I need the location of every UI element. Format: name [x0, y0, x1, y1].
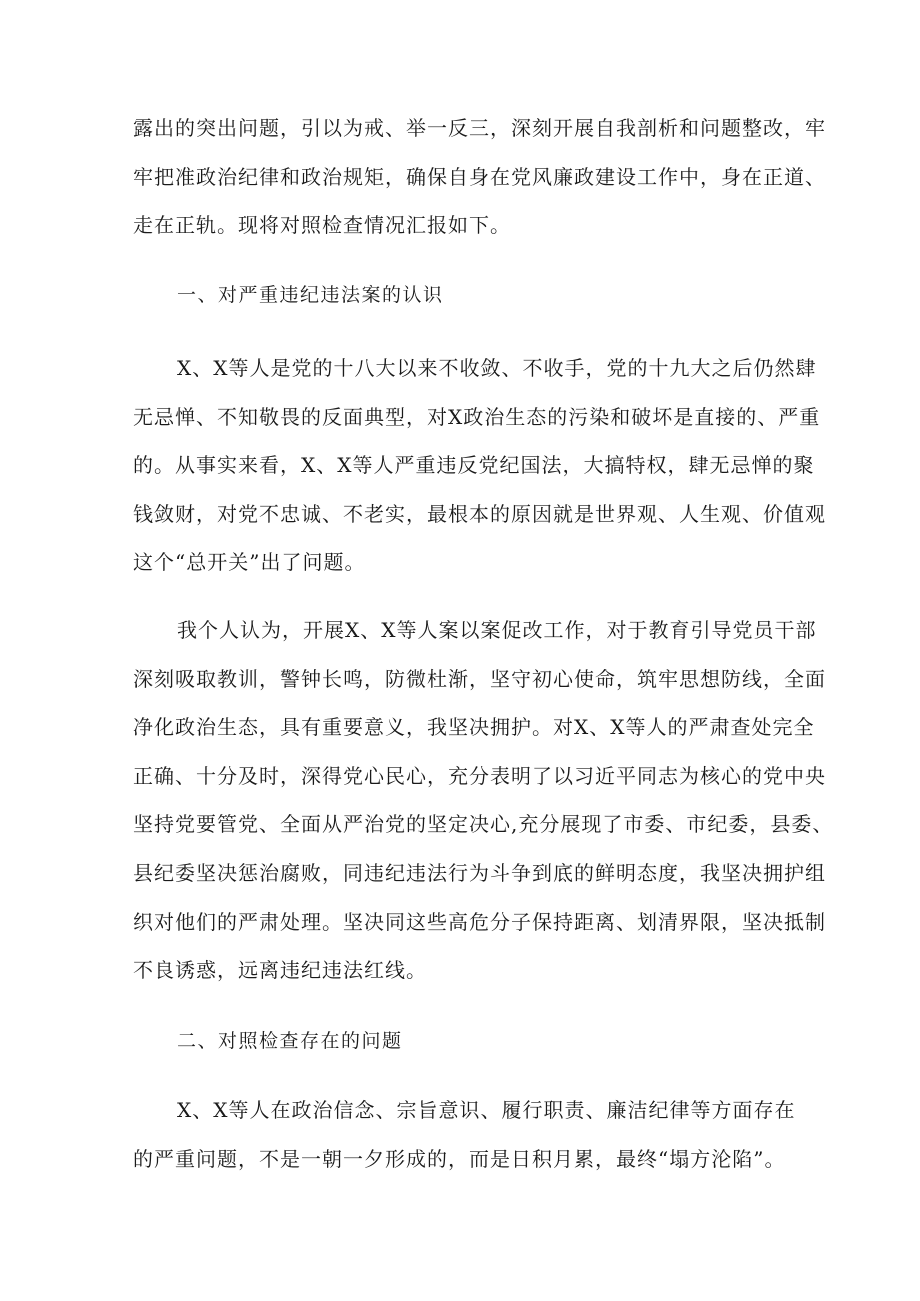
text-line: X、X等人是党的十八大以来不收敛、不收手，党的十九大之后仍然肆 — [177, 356, 817, 380]
text-line: 净化政治生态，具有重要意义，我坚决拥护。对X、X等人的严肃查处完全 — [133, 715, 815, 740]
section1-paragraph-1 — [133, 344, 826, 587]
section-heading-2: 二、对照检查存在的问题 — [177, 1030, 403, 1052]
text-line: 露出的突出问题，引以为戒、举一反三，深刻开展自我剖析和问题整改，牢 — [133, 116, 826, 140]
text-line: 我个人认为，开展X、X等人案以案促改工作，对于教育引导党员干部 — [177, 618, 817, 642]
text-line: 牢把准政治纪律和政治规矩，确保自身在党风廉政建设工作中，身在正道、 — [133, 164, 826, 189]
text-line: X、X等人在政治信念、宗旨意识、履行职责、廉洁纪律等方面存在 — [177, 1098, 796, 1122]
text-line: 正确、十分及时，深得党心民心，充分表明了以习近平同志为核心的党中央 — [133, 763, 826, 788]
text-line: 深刻吸取教训，警钟长鸣，防微杜渐，坚守初心使命，筑牢思想防线，全面 — [133, 666, 826, 691]
text-line: 钱敛财，对党不忠诚、不老实，最根本的原因就是世界观、人生观、价值观 — [133, 501, 826, 526]
text-line: 织对他们的严肃处理。坚决同这些高危分子保持距离、划清界限，坚决抵制 — [133, 909, 826, 934]
text-line: 无忌惮、不知敬畏的反面典型，对X政治生态的污染和破坏是直接的、严重 — [133, 404, 821, 429]
text-line: 不良诱惑，远离违纪违法红线。 — [133, 958, 427, 983]
section-heading-1: 一、对严重违纪违法案的认识 — [177, 284, 444, 306]
text-line: 县纪委坚决惩治腐败，同违纪违法行为斗争到底的鲜明态度，我坚决拥护组 — [133, 860, 826, 885]
intro-paragraph — [133, 104, 826, 250]
section1-paragraph-2 — [133, 606, 834, 995]
text-line: 的严重问题，不是一朝一夕形成的，而是日积月累，最终“塌方沦陷”。 — [133, 1146, 786, 1171]
text-line: 这个“总开关”出了问题。 — [133, 550, 366, 575]
text-line: 走在正轨。现将对照检查情况汇报如下。 — [133, 213, 511, 238]
text-line: 坚持党要管党、全面从严治党的坚定决心,充分展现了市委、市纪委，县委、 — [133, 812, 834, 837]
text-line: 的。从事实来看，X、X等人严重违反党纪国法，大搞特权，肆无忌惮的聚 — [133, 453, 815, 478]
section2-paragraph-1 — [133, 1086, 796, 1183]
